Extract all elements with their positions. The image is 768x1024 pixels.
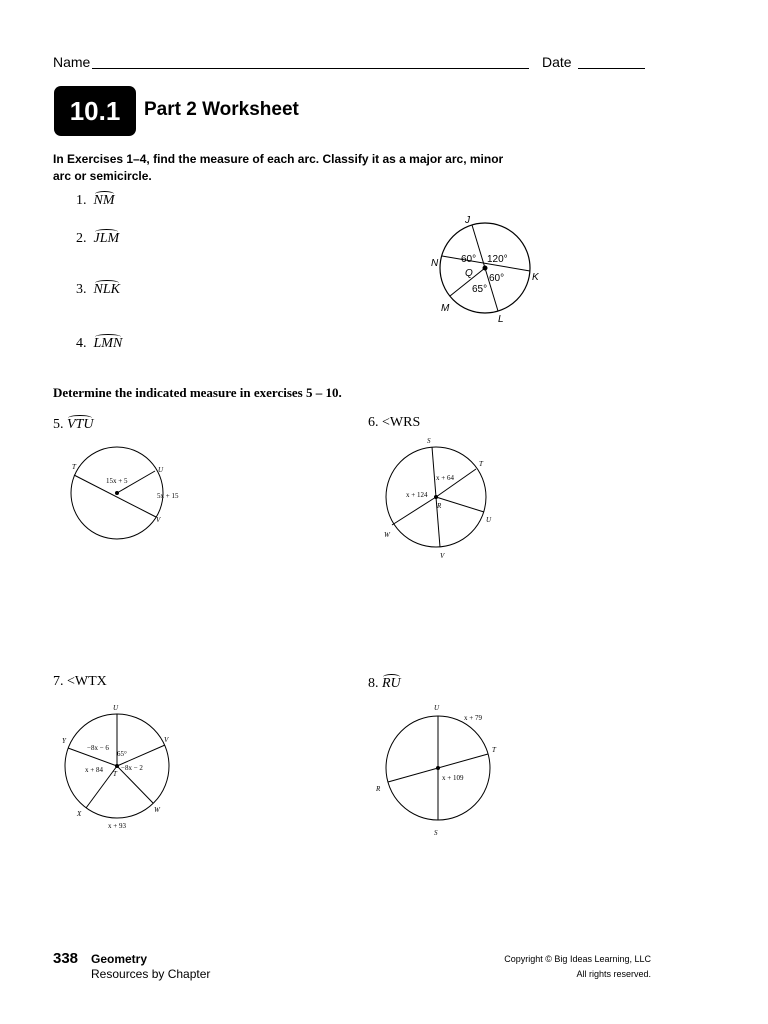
center-point [115, 491, 119, 495]
center-point [483, 266, 488, 271]
exercise-number: 3. [76, 282, 87, 297]
label-v: V [164, 736, 169, 744]
expr-x-93: x + 93 [108, 822, 126, 830]
label-t: T [72, 463, 76, 471]
date-field-line[interactable] [578, 68, 645, 69]
center-point [436, 766, 440, 770]
label-v: V [440, 552, 445, 560]
angle-60-b: 60° [489, 273, 505, 284]
expr-x-84: x + 84 [85, 766, 103, 774]
exercise-6 [368, 415, 420, 431]
expr-15x-5: 15x + 5 [106, 477, 128, 485]
instructions-line-2: arc or semicircle. [53, 169, 152, 183]
circle-figure-7 [55, 698, 195, 838]
angle-name: <WTX [67, 674, 107, 689]
label-u: U [434, 704, 440, 712]
label-r: R [376, 785, 381, 793]
rights-reserved: All rights reserved. [576, 969, 651, 979]
exercise-number: 7. [53, 674, 64, 689]
copyright: Copyright © Big Ideas Learning, LLC [504, 954, 651, 964]
exercise-5 [53, 415, 93, 433]
expr-x-124: x + 124 [406, 491, 428, 499]
exercise-7 [53, 674, 107, 690]
center-point [115, 764, 119, 768]
label-s: S [434, 829, 438, 837]
circle-figure-5 [60, 445, 190, 545]
arc-name: LMN [93, 336, 123, 351]
page-title: Part 2 Worksheet [144, 99, 299, 120]
exercise-4 [76, 334, 122, 352]
label-u: U [158, 466, 164, 474]
arc-name: NM [93, 193, 115, 208]
angle-60-a: 60° [461, 254, 477, 265]
expr-neg8x-6: −8x − 6 [87, 744, 109, 752]
circle-figure-1 [425, 210, 545, 325]
radius-w [392, 497, 436, 525]
label-n: N [431, 258, 439, 269]
section-badge: 10.1 [54, 86, 136, 136]
label-u: U [486, 516, 492, 524]
exercise-number: 2. [76, 231, 87, 246]
label-t: T [113, 770, 117, 778]
name-label: Name [53, 54, 91, 70]
label-k: K [532, 272, 539, 283]
label-x: X [77, 810, 82, 818]
expr-65deg: 65° [117, 750, 127, 758]
exercise-number: 8. [368, 676, 379, 691]
arc-name: NLK [93, 282, 120, 297]
instructions-line-1: In Exercises 1–4, find the measure of each arc. Classify it as a major arc, minor [53, 152, 504, 166]
center-point [434, 495, 438, 499]
exercise-number: 6. [368, 415, 379, 430]
section1-instructions [53, 151, 503, 185]
circle-figure-8 [372, 698, 512, 840]
book-subtitle: Resources by Chapter [91, 967, 211, 981]
expr-x-64: x + 64 [436, 474, 454, 482]
date-label: Date [542, 54, 572, 70]
page-number: 338 [53, 950, 79, 967]
expr-5x-15: 5x + 15 [157, 492, 179, 500]
expr-x-109: x + 109 [442, 774, 464, 782]
exercise-1 [76, 191, 115, 209]
circle-figure-6 [370, 433, 510, 568]
section2-instructions: Determine the indicated measure in exercises 5 – 10. [53, 385, 342, 400]
angle-name: <WRS [382, 415, 421, 430]
arc-name: VTU [67, 417, 94, 432]
label-l: L [498, 314, 504, 325]
arc-name: JLM [93, 231, 120, 246]
angle-65: 65° [472, 284, 488, 295]
label-j: J [465, 215, 470, 226]
label-q: Q [465, 268, 473, 279]
label-y: Y [62, 737, 66, 745]
radius-u [436, 497, 484, 512]
label-m: M [441, 303, 450, 314]
label-u: U [113, 704, 119, 712]
label-t: T [492, 746, 496, 754]
label-r: R [437, 502, 442, 510]
label-w: W [154, 806, 160, 814]
expr-neg8x-2: −8x − 2 [121, 764, 143, 772]
exercise-number: 1. [76, 193, 87, 208]
label-w: W [384, 531, 390, 539]
angle-120: 120° [487, 254, 508, 265]
book-title: Geometry [91, 952, 148, 966]
expr-x-79: x + 79 [464, 714, 482, 722]
exercise-8 [368, 674, 401, 692]
label-v: V [156, 516, 161, 524]
label-s: S [427, 437, 431, 445]
exercise-3 [76, 280, 120, 298]
exercise-number: 4. [76, 336, 87, 351]
name-field-line[interactable] [92, 68, 529, 69]
exercise-2 [76, 229, 119, 247]
exercise-number: 5. [53, 417, 64, 432]
label-t: T [479, 460, 483, 468]
arc-name: RU [382, 676, 401, 691]
